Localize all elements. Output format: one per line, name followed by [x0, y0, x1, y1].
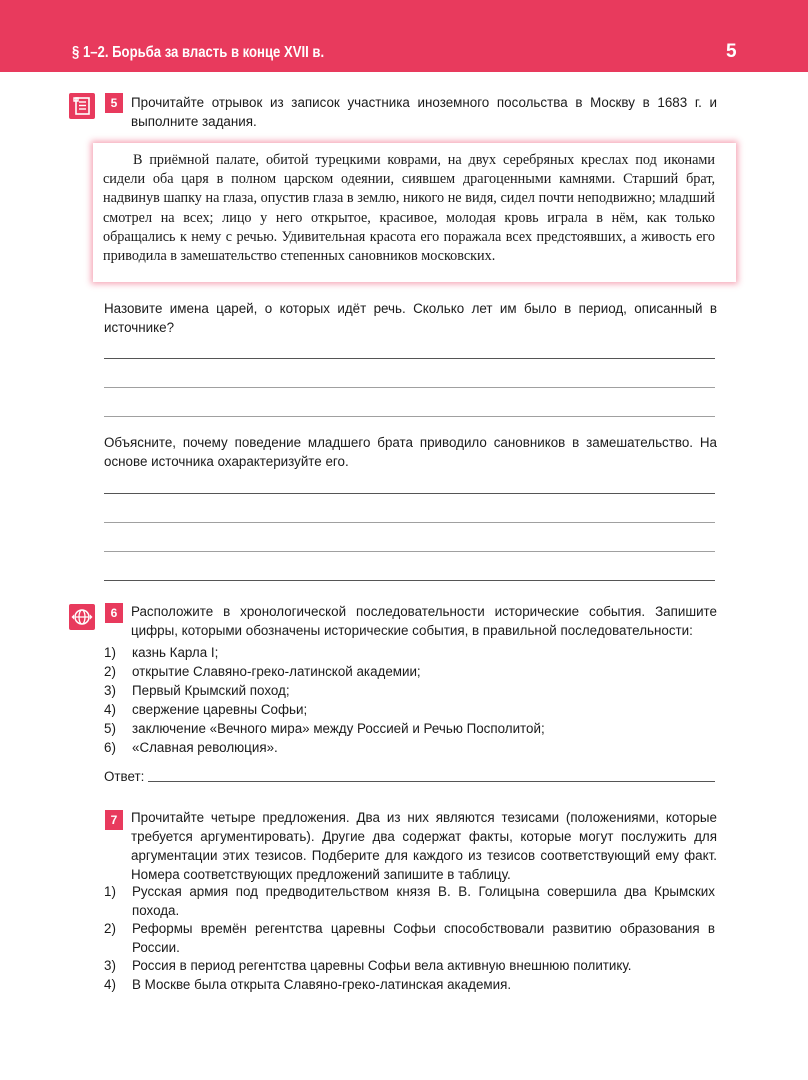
- list-item-text: заключение «Вечного мира» между Россией и Речью Посполитой;: [132, 721, 545, 736]
- list-item-text: Россия в период регентства царевны Софьи вела активную внешнюю политику.: [132, 958, 632, 973]
- page-number: 5: [726, 41, 737, 62]
- answer-line[interactable]: [104, 387, 715, 388]
- scroll-document-icon: [69, 93, 95, 119]
- header-bar: [0, 0, 808, 72]
- list-item-text: казнь Карла I;: [132, 645, 219, 660]
- answer-line[interactable]: [104, 551, 715, 552]
- list-item-number: 6): [104, 740, 116, 755]
- answer-line[interactable]: [104, 580, 715, 581]
- list-item-number: 2): [104, 921, 116, 936]
- list-item-number: 1): [104, 645, 116, 660]
- list-item-number: 3): [104, 958, 116, 973]
- answer-line[interactable]: [104, 522, 715, 523]
- task-6-instruction: Расположите в хронологической последовательности исторические события. Запишите цифры, которыми обозначены исторические события, в правильной последовательности:: [131, 604, 717, 638]
- answer-label: Ответ:: [104, 769, 145, 784]
- list-item-text: «Славная революция».: [132, 740, 278, 755]
- task-5-instruction: Прочитайте отрывок из записок участника иноземного посольства в Москву в 1683 г. и выполните задания.: [131, 95, 717, 129]
- list-item-number: 5): [104, 721, 116, 736]
- answer-line[interactable]: [104, 416, 715, 417]
- section-title: § 1–2. Борьба за власть в конце XVII в.: [72, 44, 325, 61]
- task-5-question-2: Объясните, почему поведение младшего брата приводило сановников в замешательство. На основе источника охарактеризуйте его.: [104, 435, 717, 469]
- answer-line[interactable]: [148, 781, 715, 782]
- answer-line[interactable]: [104, 358, 715, 359]
- task-7-number: 7: [105, 810, 123, 830]
- list-item-text: В Москве была открыта Славяно-греко-латинская академия.: [132, 977, 512, 992]
- list-item-text: Русская армия под предводительством князя В. В. Голицына совершила два Крымских похода.: [132, 884, 715, 918]
- list-item-number: 4): [104, 977, 116, 992]
- source-quote-text: В приёмной палате, обитой турецкими коврами, на двух серебряных креслах под иконами сидели оба царя в полном царском одеянии, сиявшем драгоценными камнями. Старший брат, надвинув шапку на глаза, опустив глаза в землю, никого не видя, сидел почти неподвижно; младший смотрел на всех; лицо у него открытое, красивое, молодая кровь играла в нём, как только обращались к нему с речью. Удивительная красота его поражала всех предстоявших, а живость его приводила в замешательство степенных сановников московских.: [103, 152, 715, 265]
- list-item-text: Реформы времён регентства царевны Софьи способствовали развитию образования в России.: [132, 921, 715, 955]
- list-item-text: открытие Славяно-греко-латинской академии;: [132, 664, 421, 679]
- list-item-number: 1): [104, 884, 116, 899]
- task-6-number: 6: [105, 603, 123, 623]
- list-item-number: 4): [104, 702, 116, 717]
- list-item-number: 2): [104, 664, 116, 679]
- list-item-text: Первый Крымский поход;: [132, 683, 290, 698]
- task-5-question-1: Назовите имена царей, о которых идёт речь. Сколько лет им было в период, описанный в источнике?: [104, 301, 717, 335]
- task-5-number: 5: [105, 93, 123, 113]
- answer-line[interactable]: [104, 493, 715, 494]
- globe-icon: [69, 604, 95, 630]
- task-7-instruction: Прочитайте четыре предложения. Два из них являются тезисами (положениями, которые требуется аргументировать). Другие два содержат факты, которые могут послужить для аргументации этих тезисов. Подберите для каждого из тезисов соответствующий ему факт. Номера соответствующих предложений запишите в таблицу.: [131, 810, 717, 882]
- list-item-number: 3): [104, 683, 116, 698]
- list-item-text: свержение царевны Софьи;: [132, 702, 308, 717]
